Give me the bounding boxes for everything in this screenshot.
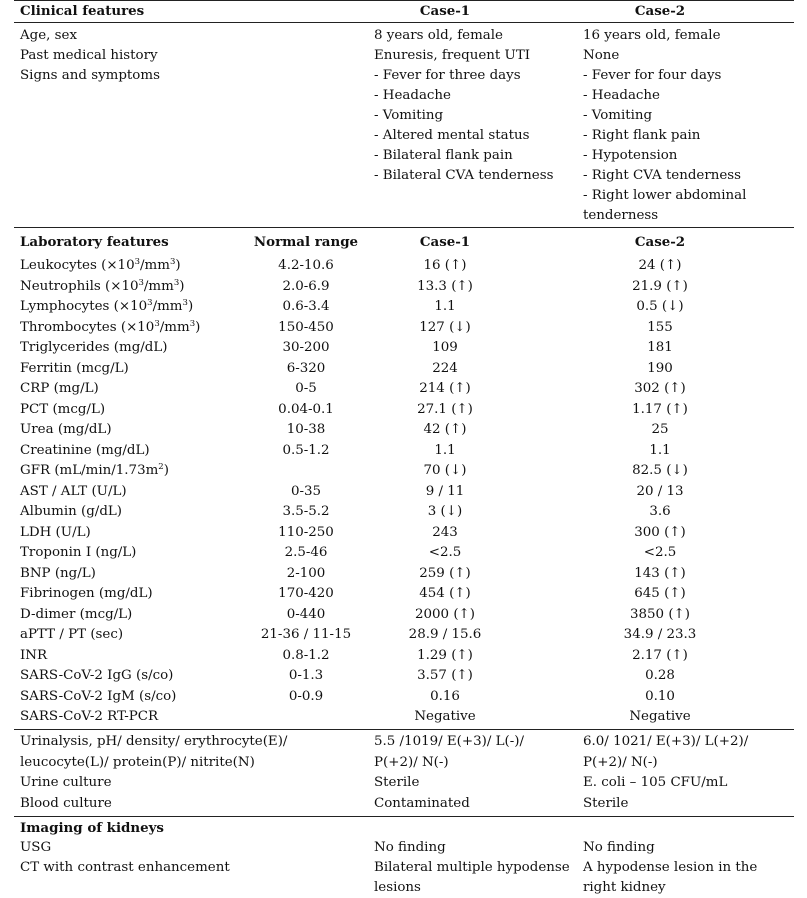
- clinical-case2-header: Case-2: [634, 3, 686, 19]
- lab-case2-value: 143 (↑): [634, 565, 686, 581]
- lab-case2-value: 21.9 (↑): [632, 278, 688, 294]
- lab-label: [20, 338, 167, 358]
- lab-label: [20, 461, 169, 481]
- lab-case1-value: 127 (↓): [419, 319, 471, 335]
- lab-case2-value: 302 (↑): [634, 381, 686, 397]
- lab-case1-value: 3 (↓): [427, 504, 463, 520]
- lab-case1-value: 70 (↓): [423, 463, 467, 479]
- clinical-row: [0, 106, 807, 126]
- lab-label: [20, 256, 181, 276]
- imaging-row: [0, 878, 807, 898]
- clinical-case2-value: tenderness: [583, 208, 659, 223]
- lab-case1-value: 259 (↑): [419, 565, 471, 581]
- lab-label-text-end: ): [175, 258, 181, 273]
- lab-row: [0, 461, 807, 481]
- imaging-case2-value: right kidney: [583, 880, 666, 895]
- lab-label: [20, 584, 153, 604]
- lab-case1-value: 1.29 (↑): [417, 647, 473, 663]
- clinical-case1-value: - Bilateral flank pain: [374, 148, 513, 163]
- lab-case1-value: 42 (↑): [423, 422, 467, 438]
- urine-case1-value: Contaminated: [374, 795, 470, 811]
- lab-label-superscript: 3: [147, 298, 153, 309]
- lab-label-text-end: ): [195, 319, 201, 335]
- imaging-label: CT with contrast enhancement: [20, 860, 230, 875]
- lab-row: [0, 523, 807, 543]
- lab-top-rule: [14, 227, 794, 228]
- clinical-case1-value: - Fever for three days: [374, 68, 521, 83]
- lab-case1-value: 9 / 11: [425, 483, 465, 499]
- lab-case1-value: 13.3 (↑): [417, 278, 473, 294]
- lab-normal-range: 0-35: [290, 483, 322, 499]
- lab-case2-value: 34.9 / 23.3: [623, 627, 697, 643]
- lab-title: Laboratory features: [20, 234, 169, 250]
- clinical-row: [0, 26, 807, 46]
- lab-case1-value: 1.1: [434, 299, 456, 315]
- lab-label-text: GFR (mL/min/1.73m: [20, 463, 159, 479]
- imaging-case1-value: No finding: [374, 840, 446, 855]
- clinical-case2-value: - Right lower abdominal: [583, 188, 747, 203]
- lab-label: [20, 297, 193, 317]
- lab-case1-value: 454 (↑): [419, 586, 471, 602]
- clinical-case2-value: - Right flank pain: [583, 128, 701, 143]
- lab-label-text-end: ): [187, 299, 194, 315]
- lab-label: [20, 625, 123, 645]
- urine-label: Blood culture: [20, 795, 112, 811]
- lab-row: [0, 584, 807, 604]
- imaging-case2-value: A hypodense lesion in the: [583, 860, 758, 875]
- clinical-case1-value: - Altered mental status: [374, 128, 530, 143]
- lab-label-text: Fibrinogen (mg/dL): [20, 586, 153, 602]
- lab-case1-value: 224: [432, 360, 458, 376]
- lab-row: [0, 256, 807, 276]
- lab-label: [20, 543, 136, 563]
- lab-label: [20, 318, 200, 338]
- lab-case1-value: 214 (↑): [419, 381, 471, 397]
- lab-label-superscript-2: 3: [182, 298, 188, 309]
- lab-normal-range: 0-5: [295, 381, 317, 397]
- lab-case2-value: 25: [651, 422, 669, 438]
- lab-label: [20, 646, 47, 666]
- lab-normal-range: 170-420: [278, 586, 334, 602]
- lab-normal-range: 2.5-46: [284, 545, 328, 561]
- lab-case1-value: 109: [432, 340, 458, 356]
- lab-row: [0, 543, 807, 563]
- clinical-label: Age, sex: [20, 28, 78, 43]
- lab-label: [20, 482, 127, 502]
- urine-row: [0, 732, 807, 752]
- lab-label-text: Troponin I (ng/L): [20, 545, 137, 561]
- lab-label: [20, 666, 173, 686]
- lab-label-text: AST / ALT (U/L): [20, 483, 127, 499]
- lab-label-text: Urea (mg/dL): [20, 422, 112, 438]
- clinical-row: [0, 146, 807, 166]
- lab-header-row: [0, 232, 807, 252]
- lab-label: [20, 420, 112, 440]
- lab-label-text: BNP (ng/L): [20, 565, 96, 581]
- clinical-row: [0, 66, 807, 86]
- lab-case1-value: <2.5: [428, 545, 462, 561]
- lab-label-text: Triglycerides (mg/dL): [20, 340, 168, 356]
- lab-row: [0, 625, 807, 645]
- lab-label: [20, 359, 129, 379]
- clinical-case1-value: - Headache: [374, 88, 451, 103]
- lab-row: [0, 564, 807, 584]
- lab-case2-value: 1.17 (↑): [632, 401, 688, 417]
- lab-label-text: Thrombocytes (×10: [20, 319, 155, 335]
- lab-case2-value: 1.1: [649, 442, 671, 458]
- lab-case2-value: 645 (↑): [634, 586, 686, 602]
- clinical-row: [0, 86, 807, 106]
- urine-row: [0, 773, 807, 793]
- clinical-case1-header: Case-1: [419, 3, 471, 19]
- urine-row: [0, 794, 807, 814]
- lab-label: [20, 523, 91, 543]
- lab-case2-header: Case-2: [634, 234, 686, 250]
- lab-case2-value: 20 / 13: [636, 483, 684, 499]
- lab-label: [20, 502, 122, 522]
- lab-label: [20, 707, 158, 727]
- clinical-case2-value: - Vomiting: [583, 108, 653, 123]
- lab-label-text: CRP (mg/L): [20, 381, 99, 397]
- lab-label-text: Neutrophils (×10: [20, 278, 139, 294]
- lab-case1-value: 2000 (↑): [414, 606, 475, 622]
- imaging-header-row: [0, 818, 807, 838]
- lab-label-superscript: 3: [154, 318, 160, 329]
- imaging-row: [0, 838, 807, 858]
- lab-normal-range: 0.5-1.2: [282, 442, 330, 458]
- lab-case1-header: Case-1: [419, 234, 471, 250]
- lab-case2-value: 82.5 (↓): [632, 463, 688, 479]
- urine-case1-value: P(+2)/ N(-): [374, 754, 449, 770]
- lab-row: [0, 707, 807, 727]
- lab-case1-value: 27.1 (↑): [417, 401, 473, 417]
- lab-label: [20, 605, 132, 625]
- imaging-top-rule: [14, 816, 794, 817]
- lab-row: [0, 666, 807, 686]
- lab-case2-value: 0.5 (↓): [636, 299, 684, 315]
- clinical-label: Past medical history: [20, 48, 158, 63]
- clinical-row: [0, 46, 807, 66]
- lab-case2-value: 300 (↑): [634, 524, 686, 540]
- clinical-label: Signs and symptoms: [20, 68, 160, 83]
- urine-label: Urine culture: [20, 775, 112, 790]
- lab-label-text: aPTT / PT (sec): [20, 627, 124, 643]
- clinical-title: Clinical features: [20, 3, 145, 19]
- lab-normal-range: 110-250: [278, 524, 334, 540]
- lab-row: [0, 482, 807, 502]
- clinical-case2-value: None: [583, 48, 620, 63]
- lab-row: [0, 420, 807, 440]
- clinical-case2-value: - Fever for four days: [583, 68, 722, 83]
- lab-normal-range: 3.5-5.2: [282, 504, 330, 520]
- lab-case2-value: 190: [647, 360, 673, 376]
- clinical-case1-value: - Vomiting: [374, 108, 444, 123]
- lab-row: [0, 605, 807, 625]
- urine-case2-value: P(+2)/ N(-): [583, 754, 658, 770]
- lab-label-text: Leukocytes (×10: [20, 258, 135, 273]
- lab-row: [0, 646, 807, 666]
- lab-row: [0, 277, 807, 297]
- lab-label-superscript-2: 3: [173, 277, 180, 288]
- lab-row: [0, 359, 807, 379]
- lab-case1-value: 28.9 / 15.6: [408, 627, 482, 643]
- urine-case1-value: Sterile: [374, 775, 420, 790]
- lab-label-superscript-2: 3: [189, 318, 196, 329]
- lab-label-text: PCT (mcg/L): [20, 401, 106, 417]
- lab-label-text: Lymphocytes (×10: [20, 299, 148, 315]
- lab-normal-range: 2.0-6.9: [282, 278, 330, 294]
- lab-label-superscript: 2: [158, 462, 164, 473]
- lab-normal-range: 6-320: [286, 360, 326, 376]
- lab-label-text-mid: /mm: [152, 299, 183, 315]
- lab-normal-range: 10-38: [286, 422, 326, 438]
- lab-normal-range: 0-0.9: [288, 688, 324, 704]
- lab-case2-value: 0.10: [645, 688, 675, 704]
- lab-row: [0, 297, 807, 317]
- lab-normal-range: 4.2-10.6: [278, 258, 334, 273]
- lab-row: [0, 379, 807, 399]
- lab-label: [20, 564, 96, 584]
- lab-label: [20, 379, 99, 399]
- lab-case1-value: Negative: [414, 709, 476, 725]
- clinical-case2-value: - Right CVA tenderness: [583, 168, 742, 183]
- imaging-row: [0, 858, 807, 878]
- clinical-row: [0, 206, 807, 226]
- imaging-case2-value: No finding: [583, 840, 655, 855]
- urine-row: [0, 753, 807, 773]
- clinical-row: [0, 166, 807, 186]
- lab-case2-value: 3.6: [649, 504, 671, 520]
- lab-case2-value: 24 (↑): [638, 258, 682, 273]
- lab-case2-value: 155: [647, 319, 673, 335]
- lab-label: [20, 441, 150, 461]
- imaging-label: USG: [20, 840, 52, 855]
- lab-normal-range: 21-36 / 11-15: [260, 627, 352, 643]
- clinical-row: [0, 126, 807, 146]
- lab-label-text-mid: /mm: [159, 319, 190, 335]
- lab-case2-value: 181: [647, 340, 673, 356]
- lab-case2-value: 2.17 (↑): [632, 647, 688, 663]
- urine-case2-value: E. coli – 105 CFU/mL: [583, 775, 728, 790]
- imaging-case1-value: lesions: [374, 880, 421, 895]
- lab-case1-value: 0.16: [430, 688, 460, 704]
- urine-label: leucocyte(L)/ protein(P)/ nitrite(N): [20, 754, 255, 770]
- lab-case2-value: <2.5: [643, 545, 677, 561]
- lab-case2-value: Negative: [629, 709, 691, 725]
- lab-label-text: Albumin (g/dL): [20, 504, 123, 520]
- clinical-header-rule: [14, 22, 794, 23]
- lab-case1-value: 3.57 (↑): [417, 668, 473, 684]
- lab-normal-range: 0.6-3.4: [282, 299, 330, 315]
- lab-row: [0, 318, 807, 338]
- clinical-header-row: [0, 1, 807, 21]
- lab-label-text: LDH (U/L): [20, 524, 91, 540]
- urine-top-rule: [14, 729, 794, 730]
- lab-case1-value: 1.1: [434, 442, 456, 458]
- lab-label-superscript: 3: [138, 277, 144, 288]
- lab-label-text-end: ): [163, 463, 169, 479]
- clinical-case1-value: - Bilateral CVA tenderness: [374, 168, 554, 183]
- imaging-case1-value: Bilateral multiple hypodense: [374, 860, 570, 875]
- clinical-row: [0, 186, 807, 206]
- lab-row: [0, 502, 807, 522]
- lab-case2-value: 0.28: [645, 668, 675, 684]
- lab-label-superscript-2: 3: [169, 257, 176, 267]
- clinical-case2-value: - Hypotension: [583, 148, 678, 163]
- imaging-title: Imaging of kidneys: [20, 820, 164, 836]
- lab-label-text: SARS-CoV-2 IgG (s/co): [20, 668, 174, 684]
- lab-row: [0, 441, 807, 461]
- lab-label-text: SARS-CoV-2 RT-PCR: [20, 709, 159, 725]
- lab-label-text: SARS-CoV-2 IgM (s/co): [20, 688, 177, 704]
- lab-normal-range: 0.8-1.2: [282, 647, 330, 663]
- clinical-case2-value: - Headache: [583, 88, 660, 103]
- lab-case2-value: 3850 (↑): [629, 606, 690, 622]
- clinical-case1-value: Enuresis, frequent UTI: [374, 48, 531, 63]
- lab-label: [20, 277, 184, 297]
- lab-label: [20, 400, 105, 420]
- lab-case1-value: 243: [432, 524, 458, 540]
- urine-case2-value: 6.0/ 1021/ E(+3)/ L(+2)/: [583, 734, 749, 749]
- lab-row: [0, 687, 807, 707]
- lab-normal-range: 2-100: [286, 565, 326, 581]
- clinical-case1-value: 8 years old, female: [374, 28, 503, 43]
- lab-normal-header: Normal range: [253, 234, 359, 250]
- lab-normal-range: 0.04-0.1: [278, 401, 334, 417]
- lab-label-text-mid: /mm: [140, 258, 170, 273]
- lab-normal-range: 30-200: [282, 340, 330, 356]
- lab-row: [0, 338, 807, 358]
- urine-label: Urinalysis, pH/ density/ erythrocyte(E)/: [20, 734, 288, 749]
- lab-label-text-end: ): [179, 278, 185, 294]
- lab-label-text: D-dimer (mcg/L): [20, 606, 133, 622]
- urine-case1-value: 5.5 /1019/ E(+3)/ L(-)/: [374, 734, 525, 749]
- urine-case2-value: Sterile: [583, 795, 629, 811]
- lab-case1-value: 16 (↑): [423, 258, 467, 273]
- lab-row: [0, 400, 807, 420]
- lab-normal-range: 0-440: [286, 606, 326, 622]
- lab-normal-range: 0-1.3: [288, 668, 324, 684]
- clinical-case2-value: 16 years old, female: [583, 28, 721, 43]
- lab-label-text: INR: [20, 647, 48, 663]
- lab-normal-range: 150-450: [278, 319, 334, 335]
- lab-label: [20, 687, 176, 707]
- lab-label-text-mid: /mm: [143, 278, 174, 294]
- lab-label-text: Ferritin (mcg/L): [20, 360, 129, 376]
- lab-label-text: Creatinine (mg/dL): [20, 442, 150, 458]
- lab-label-superscript: 3: [134, 257, 141, 267]
